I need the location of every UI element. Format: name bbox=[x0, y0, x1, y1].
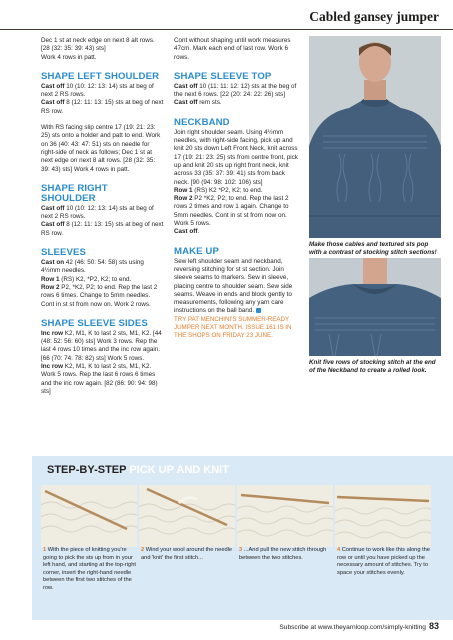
footer bbox=[279, 621, 439, 631]
instruction-line: Cast off 10 (10: 12: 13: 14) sts at beg of next 2 RS rows. bbox=[41, 204, 154, 221]
pattern-column-1 bbox=[41, 37, 164, 396]
instruction-line: Row 1 (RS) K2, *P2, K2; to end. bbox=[41, 275, 132, 283]
heading-shape-sleeve-sides: SHAPE SLEEVE SIDES bbox=[41, 317, 148, 329]
heading-sleeves: SLEEVES bbox=[41, 247, 86, 259]
step-2-image bbox=[139, 485, 235, 547]
heading-shape-sleeve-top: SHAPE SLEEVE TOP bbox=[174, 70, 272, 82]
promo-text: TRY PAT MENCHINI'S SUMMER-READY JUMPER NEXT MONTH. ISSUE 161 IS IN THE SHOPS ON FRIDAY 23 JUNE. bbox=[174, 315, 292, 340]
intro-line: Dec 1 st at neck edge on next 8 alt rows. [28 (32: 35: 39: 43) sts] bbox=[41, 37, 155, 53]
caption-photo-2: Knit five rows of stocking stitch at the end of the Neckband to create a rolled look. bbox=[309, 359, 436, 374]
step-3-text: 3 ...And pull the new stitch through between the two stitches. bbox=[239, 547, 327, 561]
pattern-column-2 bbox=[174, 37, 299, 340]
instruction-line: Cast on 42 (46: 50: 54: 58) sts using 4½mm needles. bbox=[41, 259, 144, 275]
end-mark-icon bbox=[256, 308, 261, 313]
instruction-line: With RS facing slip centre 17 (19: 21: 23: 25) sts onto a holder and patt to end. Work on 36 (40: 43: 47: 51) sts on needle for right-side of neck as follows; Dec 1 st at next edge on next 8 alt rows. [28 (32: 35: 39: 43) sts] Work 4 rows in patt. bbox=[41, 124, 161, 173]
step-2-text: 2 Wind your wool around the needle and 'knit' the first stitch... bbox=[141, 547, 233, 561]
step-by-step-title: STEP-BY-STEP PICK UP AND KNIT bbox=[47, 464, 229, 476]
instruction-line: Cast off rem sts. bbox=[174, 99, 222, 107]
step-1-text: 1 With the piece of knitting you're going to pick the sts up from in your left hand, and starting at the top-right corner, insert the right-hand needle between the first two stitches of the row. bbox=[43, 547, 136, 591]
instruction-line: Cast off. bbox=[174, 228, 200, 236]
heading-neckband: NECKBAND bbox=[174, 116, 230, 128]
page-number: 83 bbox=[428, 621, 439, 631]
header-rule bbox=[0, 29, 453, 30]
instruction-line: Cast off 10 (10: 12: 13: 14) sts at beg of next 2 RS rows. bbox=[41, 82, 154, 99]
intro-line: Work 4 rows in patt. bbox=[41, 53, 97, 61]
heading-shape-left-shoulder: SHAPE LEFT SHOULDER bbox=[41, 70, 160, 82]
page-title: Cabled gansey jumper bbox=[309, 9, 439, 24]
instruction-line: Row 1 (RS) K2 *P2, K2; to end. bbox=[174, 186, 263, 194]
heading-make-up: MAKE UP bbox=[174, 245, 219, 257]
instruction-line: Inc row K2, M1, K to last 2 sts, M1, K2. Work 5 rows. Rep the last 6 rows 6 times and the inc row again. [82 (86: 90: 94: 98) sts] bbox=[41, 363, 158, 395]
photo-jumper-model bbox=[309, 36, 441, 238]
caption-photo-1: Make those cables and textured sts pop with a contrast of stocking stitch sections! bbox=[309, 241, 437, 256]
intro-line: Cont without shaping until work measures 47cm. Mark each end of last row. Work 6 rows. bbox=[174, 37, 291, 61]
step-3-image bbox=[237, 485, 333, 547]
instruction-line: Row 2 P2 *K2, P2; to end. Rep the last 2 rows 2 times and row 1 again. Change to 5mm needles. Cont in st st from now on. Work 5 rows. bbox=[174, 195, 289, 228]
instruction-line: Inc row K2, M1, K to last 2 sts, M1, K2. [44 (48: 52: 56: 60) sts] Work 3 rows. Rep the last 4 rows 10 times and the inc row again. [66 (70: 74: 78: 82) sts] Work 5 rows. bbox=[41, 329, 162, 362]
subscribe-link[interactable]: Subscribe at www.theyarnloop.com/simply-knitting bbox=[279, 624, 426, 631]
photo-neckband-detail bbox=[309, 258, 441, 356]
instruction-line: Sew left shoulder seam and neckband, reversing stitching for st st section. Join sleeve seams to markers. Sew in sleeve, placing centre to shoulder seam. Sew side seams. Weave in ends and block gently to measurements, following any yarn care instructions on the ball band. bbox=[174, 257, 293, 315]
step-4-image bbox=[335, 485, 431, 547]
instruction-line: Cast off 10 (11: 11: 12: 12) sts at the beg of the next 6 rows. [22 (20: 24: 22: 26) sts] bbox=[174, 82, 297, 99]
instruction-line: Row 2 P2, *K2, P2; to end. Rep the last 2 rows 6 times. Change to 5mm needles. Cont in st st from now on. Work 2 rows. bbox=[41, 283, 158, 308]
step-1-image bbox=[41, 485, 137, 547]
instruction-line: Cast off 8 (12: 11: 13: 15) sts at beg of next RS row. bbox=[41, 221, 164, 237]
step-4-text: 4 Continue to work like this along the row or until you have picked up the necessary amount of stitches. Try to space your stitches evenly. bbox=[337, 547, 430, 576]
instruction-line: Cast off 8 (12: 11: 13: 15) sts at beg of next RS row. bbox=[41, 99, 164, 115]
heading-shape-right-shoulder: SHAPE RIGHT SHOULDER bbox=[41, 182, 108, 204]
instruction-line: Join right shoulder seam. Using 4½mm needles, with right-side facing, pick up and knit 20 sts down Left Front Neck, knit across 17 (19: 21: 23: 25) sts from centre front, pick up and knit 20 sts up right front neck, knit across 33 (35: 37: 39: 41) sts from back neck. [90 (94: 98: 102: 106) sts] bbox=[174, 128, 298, 186]
